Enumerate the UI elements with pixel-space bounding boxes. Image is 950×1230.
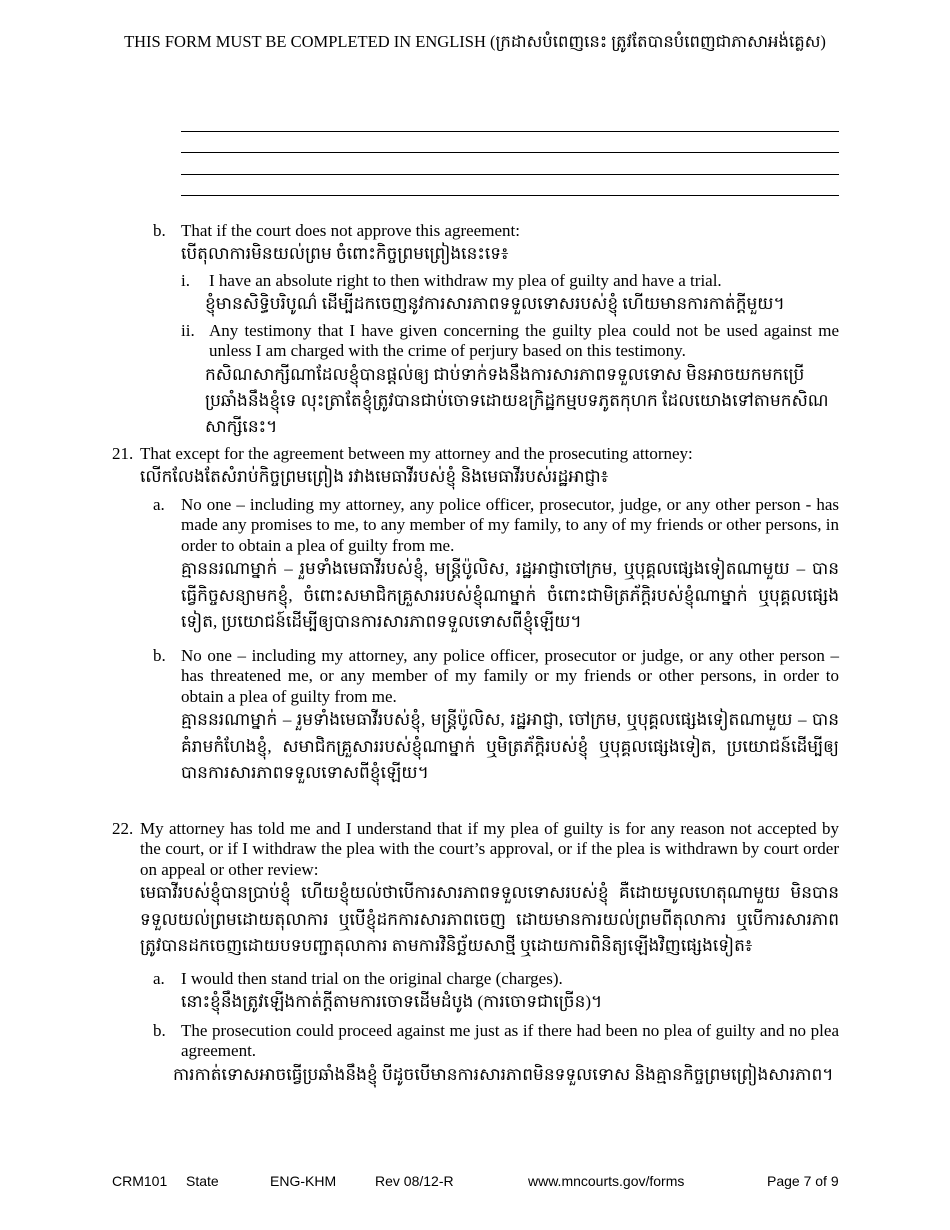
item-21a (153, 495, 839, 635)
item-21 (112, 444, 839, 491)
item-22a-khmer: នោះខ្ញុំនឹងត្រូវឡើងកាត់ក្តីតាមការចោទដើមដំបូង (ការចោទជាច្រើន)។ (181, 992, 603, 1012)
item-20b-i (181, 271, 841, 318)
answer-line[interactable] (181, 174, 839, 175)
item-22b-english: The prosecution could proceed against me just as if there had been no plea of guilty and no plea agreement. (181, 1021, 839, 1061)
answer-line[interactable] (181, 131, 839, 132)
answer-line[interactable] (181, 152, 839, 153)
item-20b-khmer: បើតុលាការមិនយល់ព្រម ចំពោះកិច្ចព្រមព្រៀងនេះទេ៖ (181, 244, 509, 264)
item-21-khmer: លើកលែងតែសំរាប់កិច្ចព្រមព្រៀង រវាងមេធាវីរបស់ខ្ញុំ និងមេធាវីរបស់រដ្ឋអាជ្ញា៖ (140, 467, 609, 487)
footer-language: ENG-KHM (270, 1173, 337, 1189)
item-20b-ii-khmer: កសិណសាក្សីណាដែលខ្ញុំបានផ្តល់ឲ្យ ជាប់ទាក់ទងនឹងការសារភាពទទួលទោស មិនអាចយកមកប្រើប្រឆាំងនឹងខ្ញុំទេ លុះត្រាតែខ្ញុំត្រូវបានជាប់ចោទដោយឧក្រិដ្ឋកម្មបទភូតកុហក ដែលយោងទៅតាមកសិណសាក្សីនេះ។ (205, 364, 829, 437)
item-22a (153, 969, 839, 1016)
footer-revision: Rev 08/12-R (375, 1173, 454, 1189)
footer-website-link[interactable]: www.mncourts.gov/forms (528, 1173, 685, 1189)
item-21-english: That except for the agreement between my attorney and the prosecuting attorney: (140, 444, 693, 463)
answer-line[interactable] (181, 195, 839, 196)
item-20b-i-label: i. (181, 271, 190, 290)
item-20b-english: That if the court does not approve this agreement: (181, 221, 520, 240)
item-21a-english: No one – including my attorney, any police officer, prosecutor, judge, or any other person - has made any promises to me, to any member of my family, to any of my friends or other persons, in order to obtain a plea of guilty from me. (181, 495, 839, 555)
item-21a-khmer: គ្មាននរណាម្នាក់ – រួមទាំងមេធាវីរបស់ខ្ញុំ, មន្ត្រីប៉ូលិស, រដ្ឋអាជ្ញាចៅក្រម, ឬបុគ្គលផ្សេងទៀតណាមួយ – បាន ធ្វើកិច្ចសន្យាមកខ្ញុំ, ចំពោះសមាជិកគ្រួសាររបស់ខ្ញុំណាម្នាក់ ចំពោះជាមិត្រភ័ក្តិរបស់ខ្ញុំណាម្នាក់ ឬបុគ្គលផ្សេងទៀត, ប្រយោជន៍ដើម្បីឲ្យបានការសារភាពទទួលទោសពីខ្ញុំឡើយ។ (181, 559, 839, 631)
item-20b-i-khmer: ខ្ញុំមានសិទ្ធិបរិបូណ៌ ដើម្បីដកចេញនូវការសារភាពទទួលទោសរបស់ខ្ញុំ ហើយមានការកាត់ក្តីមួយ។ (205, 294, 785, 314)
item-21b-khmer: គ្មាននរណាម្នាក់ – រួមទាំងមេធាវីរបស់ខ្ញុំ, មន្ត្រីប៉ូលិស, រដ្ឋអាជ្ញា, ចៅក្រម, ឬបុគ្គលផ្សេងទៀតណាមួយ – បាន គំរាមកំហែងខ្ញុំ, សមាជិកគ្រួសាររបស់ខ្ញុំណាម្នាក់ ឬមិត្រភ័ក្តិរបស់ខ្ញុំ ឬបុគ្គលផ្សេងទៀត, ប្រយោជន៍ដើម្បីឲ្យបានការសារភាពទទួលទោសពីខ្ញុំឡើយ។ (181, 710, 839, 782)
item-22a-english: I would then stand trial on the original charge (charges). (181, 969, 563, 988)
item-21-label: 21. (112, 444, 134, 463)
item-22 (112, 819, 839, 959)
item-22b-label: b. (153, 1021, 166, 1040)
item-20b-i-english: I have an absolute right to then withdraw my plea of guilty and have a trial. (209, 271, 722, 290)
item-22a-label: a. (153, 969, 165, 988)
item-22-english: My attorney has told me and I understand that if my plea of guilty is for any reason not accepted by the court, or if I withdraw the plea with the court’s approval, or if the plea is withdrawn by court order on appeal or other review: (140, 819, 839, 879)
item-21b-label: b. (153, 646, 166, 665)
item-20b-label: b. (153, 221, 166, 240)
item-20b-ii-label: ii. (181, 321, 195, 340)
item-22-khmer: មេធាវីរបស់ខ្ញុំបានប្រាប់ខ្ញុំ ហើយខ្ញុំយល់ថាបើការសារភាពទទួលទោសរបស់ខ្ញុំ គឺដោយមូលហេតុណាមួយ មិនបានទទួលយល់ព្រមដោយតុលាការ ឬបើខ្ញុំដកការសារភាពចេញ ដោយមានការយល់ព្រមពីតុលាការ ឬបើការសារភាពត្រូវបានដកចេញដោយបទបញ្ជាតុលាការ តាមការវិនិច្ឆ័យសាថ្មី ឬដោយការពិនិត្យឡើងវិញផ្សេងទៀត៖ (140, 883, 839, 955)
footer-jurisdiction: State (186, 1173, 219, 1189)
item-21a-label: a. (153, 495, 165, 514)
form-language-notice: THIS FORM MUST BE COMPLETED IN ENGLISH (ក្រដាសបំពេញនេះ ត្រូវតែបានបំពេញជាភាសាអង់គ្លេស) (124, 32, 826, 51)
item-22-label: 22. (112, 819, 134, 838)
footer-form-id: CRM101 (112, 1173, 168, 1189)
item-22b-khmer: ការកាត់ទោសអាចធ្វើប្រឆាំងនឹងខ្ញុំ បីដូចបើមានការសារភាពមិនទទួលទោស និងគ្មានកិច្ចព្រមព្រៀងសារភាព។ (173, 1064, 834, 1084)
item-21b-english: No one – including my attorney, any police officer, prosecutor or judge, or any other person – has threatened me, or any member of my family or my friends or other persons, in order to obtain a plea of guilty from me. (181, 646, 839, 706)
item-20b-ii-english: Any testimony that I have given concerning the guilty plea could not be used against me unless I am charged with the crime of perjury based on this testimony. (209, 321, 839, 361)
footer-page-number: Page 7 of 9 (767, 1173, 839, 1189)
item-22b (153, 1021, 839, 1088)
item-20b (153, 221, 853, 268)
item-21b (153, 646, 839, 786)
item-20b-ii (181, 321, 839, 441)
